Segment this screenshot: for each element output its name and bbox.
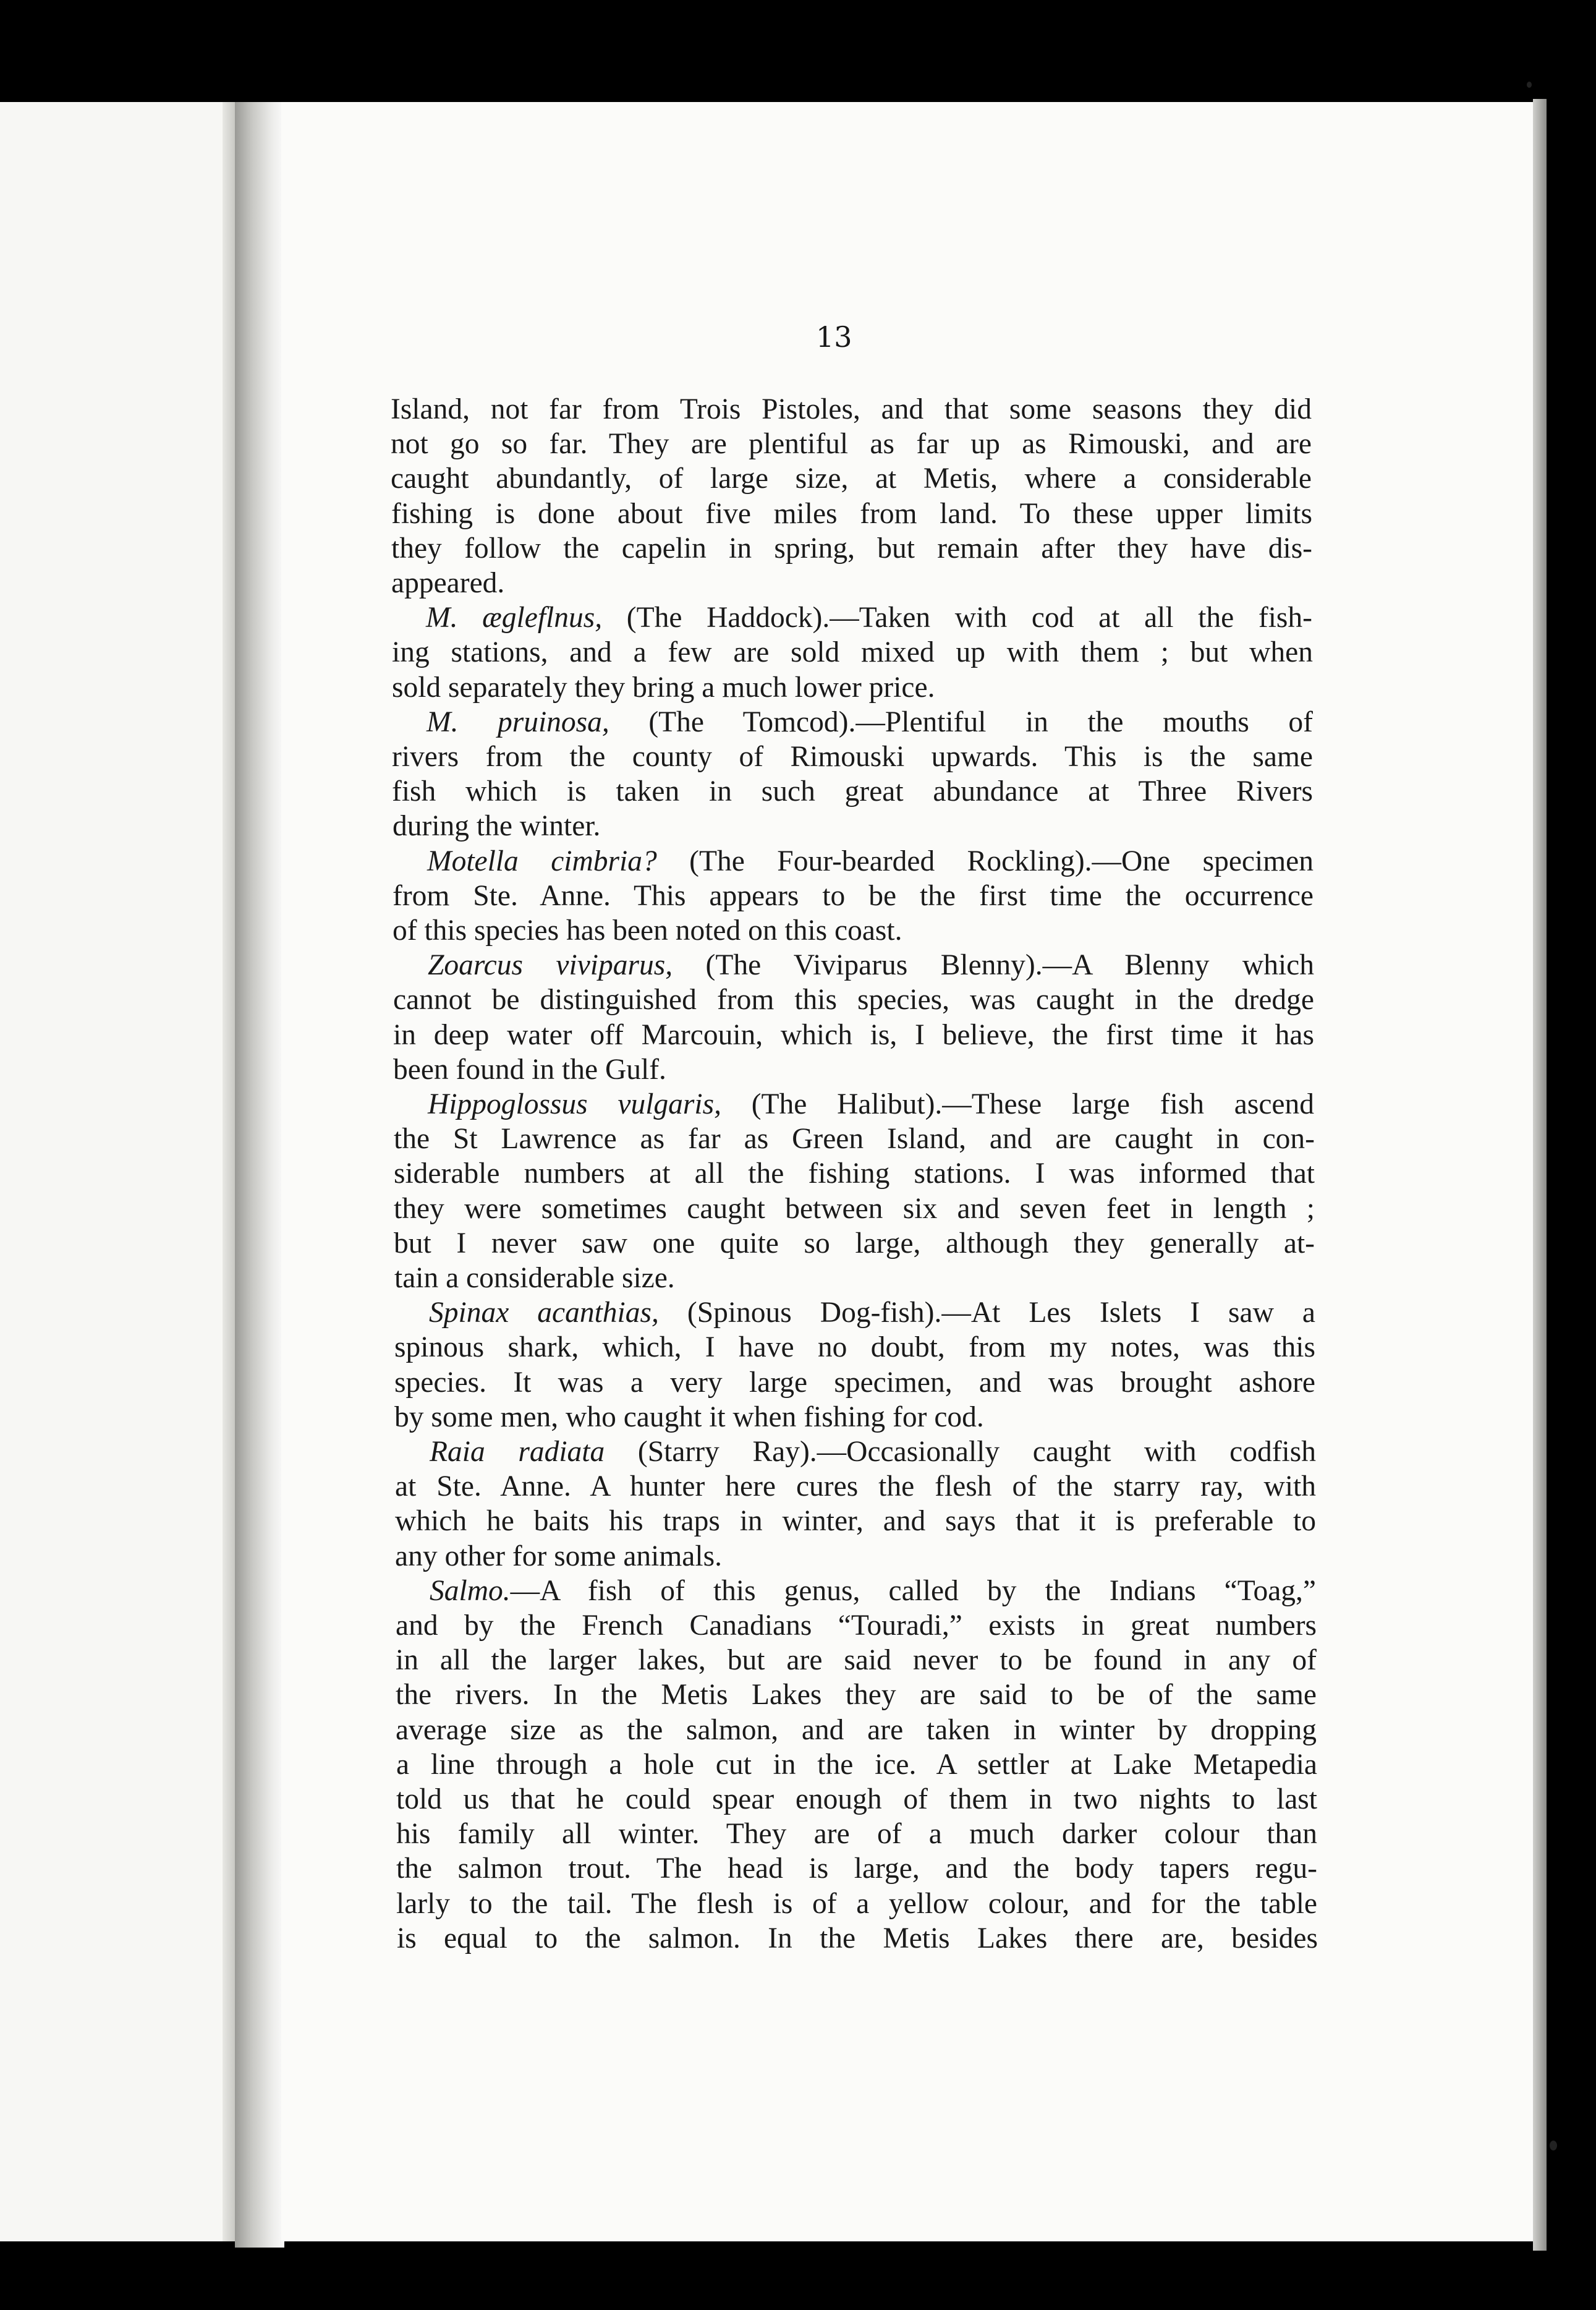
- body-text-run: the rivers. In the Metis Lakes they are said to be of the same: [396, 1679, 1317, 1711]
- body-text-run: fishing is done about five miles from land. To these upper limits: [391, 497, 1312, 530]
- body-text-line: [391, 497, 1312, 531]
- body-text-line: [395, 1504, 1316, 1538]
- species-name: Salmo.: [430, 1574, 511, 1607]
- body-text-run: not go so far. They are plentiful as far up as Rimouski, and are: [391, 428, 1312, 461]
- body-text-run: sold separately they bring a much lower price.: [392, 671, 935, 704]
- body-text-line: [394, 1330, 1315, 1365]
- body-text-line: [391, 531, 1312, 566]
- page-number: 13: [816, 320, 852, 354]
- book-spine-shadow: [235, 102, 284, 2248]
- body-text-line: [393, 1052, 1314, 1087]
- body-text-line: [391, 566, 1312, 600]
- body-text-line: [393, 809, 1314, 843]
- body-text-line: [396, 1643, 1317, 1677]
- species-name: Motella cimbria?: [427, 845, 657, 877]
- body-text-run: caught abundantly, of large size, at Metis, where a considerable: [391, 462, 1312, 495]
- species-name: Hippoglossus vulgaris,: [428, 1088, 721, 1120]
- species-name: M. pruinosa,: [427, 705, 609, 738]
- body-text-line: [397, 1921, 1318, 1956]
- body-text-line: [427, 705, 1313, 739]
- body-text-line: [393, 1018, 1314, 1052]
- body-text-line: [394, 1365, 1315, 1400]
- body-text-line: [396, 1817, 1317, 1851]
- body-text-run: (The Four-bearded Rockling).—One specimen: [656, 845, 1314, 877]
- body-text-line: [393, 982, 1314, 1017]
- left-page-gutter: [223, 102, 235, 2241]
- body-text-run: of this species has been noted on this coast.: [393, 914, 902, 947]
- body-text-run: (The Tomcod).—Plentiful in the mouths of: [609, 705, 1313, 738]
- body-text-run: —A fish of this genus, called by the Indians “Toag,”: [510, 1574, 1316, 1607]
- species-name: Zoarcus viviparus,: [428, 949, 673, 982]
- body-text-line: [391, 427, 1312, 461]
- body-text-run: by some men, who caught it when fishing for cod.: [394, 1400, 984, 1433]
- body-text-run: they follow the capelin in spring, but remain after they have dis-: [391, 532, 1312, 565]
- body-text-run: in deep water off Marcouin, which is, I believe, the first time it has: [393, 1018, 1314, 1051]
- body-text-run: (The Haddock).—Taken with cod at all the fish-: [602, 602, 1312, 634]
- species-name: Spinax acanthias,: [429, 1297, 659, 1329]
- body-text-run: his family all winter. They are of a much darker colour than: [396, 1818, 1317, 1851]
- body-text-run: during the winter.: [393, 810, 601, 843]
- body-text-line: [394, 1191, 1315, 1226]
- body-text-run: species. It was a very large specimen, and was brought ashore: [394, 1366, 1315, 1399]
- body-text-run: they were sometimes caught between six and seven feet in length ;: [394, 1192, 1315, 1225]
- body-text-line: [395, 1469, 1316, 1504]
- body-text-run: the salmon trout. The head is large, and the body tapers regu-: [396, 1852, 1317, 1885]
- scan-speck: [1527, 82, 1532, 88]
- body-text-line: [394, 1261, 1315, 1295]
- body-text-line: [428, 948, 1314, 982]
- body-text-run: been found in the Gulf.: [393, 1053, 666, 1086]
- body-text-line: [394, 1226, 1315, 1261]
- body-text-run: (Starry Ray).—Occasionally caught with codfish: [605, 1436, 1316, 1468]
- species-name: Raia radiata: [430, 1436, 605, 1468]
- scan-speck: [1550, 2141, 1557, 2150]
- body-text-run: but I never saw one quite so large, although they generally at-: [394, 1227, 1315, 1259]
- body-text-line: [392, 670, 1313, 705]
- body-text-run: and by the French Canadians “Touradi,” exists in great numbers: [396, 1609, 1317, 1642]
- body-text-run: average size as the salmon, and are taken in winter by dropping: [396, 1713, 1317, 1746]
- body-text-line: [394, 1400, 1315, 1434]
- body-text-line: [396, 1608, 1317, 1643]
- body-text-run: fish which is taken in such great abundance at Three Rivers: [392, 775, 1313, 808]
- body-text-line: [396, 1747, 1317, 1782]
- body-text-line: [394, 1122, 1315, 1156]
- body-text-run: any other for some animals.: [395, 1540, 722, 1572]
- body-text-line: [396, 1677, 1317, 1712]
- body-text-run: (The Halibut).—These large fish ascend: [721, 1088, 1314, 1120]
- body-text-line: [396, 1713, 1317, 1747]
- body-text-run: larly to the tail. The flesh is of a yellow colour, and for the table: [396, 1887, 1317, 1920]
- body-text-run: spinous shark, which, I have no doubt, from my notes, was this: [394, 1331, 1315, 1364]
- body-text-line: [392, 635, 1313, 670]
- body-text-run: tain a considerable size.: [394, 1262, 675, 1294]
- body-text-line: [429, 1295, 1315, 1330]
- body-text-line: [430, 1434, 1316, 1469]
- page-edge: [1533, 99, 1547, 2251]
- body-text-line: [392, 774, 1313, 809]
- body-text-run: cannot be distinguished from this species, was caught in the dredge: [393, 984, 1314, 1016]
- body-text-run: is equal to the salmon. In the Metis Lakes there are, besides: [397, 1922, 1318, 1954]
- body-text-run: (Spinous Dog-fish).—At Les Islets I saw a: [658, 1297, 1315, 1329]
- body-text-line: [427, 844, 1314, 879]
- body-text-run: which he baits his traps in winter, and says that it is preferable to: [395, 1505, 1316, 1538]
- body-text-run: told us that he could spear enough of them in two nights to last: [396, 1783, 1317, 1815]
- body-text-line: [395, 1539, 1316, 1574]
- species-name: M. ægleflnus,: [426, 602, 603, 634]
- body-text-run: rivers from the county of Rimouski upwards. This is the same: [392, 741, 1313, 773]
- body-text-run: ing stations, and a few are sold mixed up with them ; but when: [392, 636, 1313, 669]
- body-text-run: in all the larger lakes, but are said never to be found in any of: [396, 1644, 1317, 1677]
- body-text-run: Island, not far from Trois Pistoles, and that some seasons they did: [391, 393, 1312, 425]
- body-text-line: [391, 392, 1312, 427]
- previous-page-fragment: [0, 102, 235, 2241]
- body-text-line: [393, 913, 1314, 948]
- body-text-run: appeared.: [391, 567, 505, 599]
- body-text-run: (The Viviparus Blenny).—A Blenny which: [673, 949, 1314, 982]
- body-text-run: siderable numbers at all the fishing stations. I was informed that: [394, 1157, 1315, 1190]
- body-text-line: [394, 1156, 1315, 1191]
- body-text-line: [428, 1087, 1314, 1122]
- body-text-line: [430, 1574, 1316, 1608]
- body-text-line: [396, 1851, 1317, 1886]
- body-text-line: [396, 1886, 1317, 1921]
- body-text-line: [392, 739, 1313, 774]
- body-text-run: from Ste. Anne. This appears to be the first time the occurrence: [393, 879, 1314, 912]
- body-text-line: [426, 600, 1312, 635]
- body-text-line: [391, 461, 1312, 496]
- body-text-line: [396, 1782, 1317, 1817]
- body-text-line: [393, 879, 1314, 913]
- body-text-run: at Ste. Anne. A hunter here cures the flesh of the starry ray, with: [395, 1470, 1316, 1503]
- body-text-run: the St Lawrence as far as Green Island, and are caught in con-: [394, 1123, 1315, 1156]
- body-text-run: a line through a hole cut in the ice. A settler at Lake Metapedia: [396, 1748, 1317, 1781]
